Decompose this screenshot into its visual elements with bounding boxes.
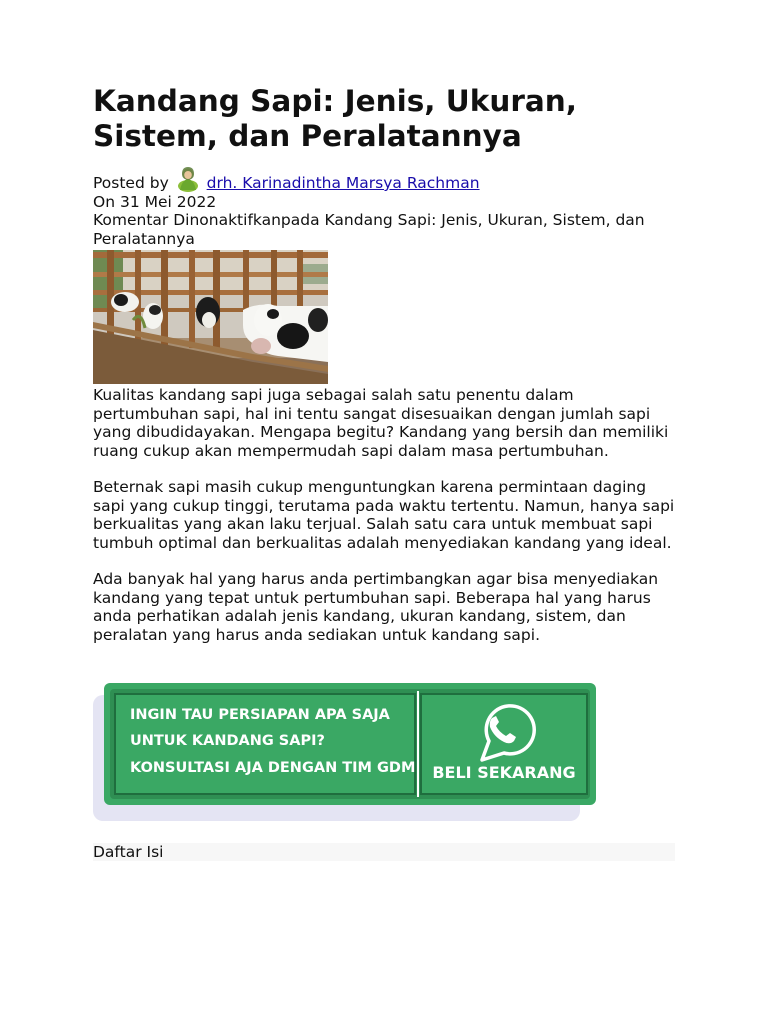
banner-line-1: INGIN TAU PERSIAPAN APA SAJA	[130, 707, 390, 723]
banner-line-2: UNTUK KANDANG SAPI?	[130, 733, 325, 749]
article-paragraph: Ada banyak hal yang harus anda pertimbangkan agar bisa menyediakan kandang yang tepat untuk pertumbuhan sapi. Beberapa hal yang harus anda perhatikan adalah jenis kandang, ukuran kandang, sistem, dan peralatan yang harus anda sediakan untuk kandang sapi.	[93, 570, 659, 644]
consultation-banner[interactable]	[93, 683, 598, 823]
posted-by-label: Posted by	[93, 174, 169, 192]
buy-now-button[interactable]: BELI SEKARANG	[432, 763, 576, 782]
comments-status: Komentar Dinonaktifkanpada Kandang Sapi: Jenis, Ukuran, Sistem, dan Peralatannya	[93, 211, 645, 248]
article-paragraph: Beternak sapi masih cukup menguntungkan karena permintaan daging sapi yang cukup tinggi, terutama pada waktu tertentu. Namun, hanya sapi berkualitas yang akan laku terjual. Salah satu cara untuk membuat sapi tumbuh optimal dan berkualitas adalah menyediakan kandang yang ideal.	[93, 478, 675, 552]
article-paragraph: Kualitas kandang sapi juga sebagai salah satu penentu dalam pertumbuhan sapi, hal ini tentu sangat disesuaikan dengan jumlah sapi yang dibudidayakan. Mengapa begitu? Kandang yang bersih dan memiliki ruang cukup akan mempermudah sapi dalam masa pertumbuhan.	[93, 386, 669, 460]
byline	[93, 166, 678, 193]
post-date: On 31 Mei 2022	[93, 192, 217, 211]
post-meta	[93, 166, 678, 248]
article	[93, 84, 678, 861]
table-of-contents[interactable]	[93, 843, 675, 861]
author-avatar-icon	[176, 166, 200, 192]
author-link[interactable]: drh. Karinadintha Marsya Rachman	[206, 174, 480, 192]
page-title: Kandang Sapi: Jenis, Ukuran, Sistem, dan Peralatannya	[93, 84, 577, 153]
banner-line-3: KONSULTASI AJA DENGAN TIM GDM	[130, 760, 416, 776]
cattle-barn-photo	[93, 250, 328, 384]
banner-graphic	[93, 683, 598, 823]
toc-label: Daftar Isi	[93, 843, 164, 861]
